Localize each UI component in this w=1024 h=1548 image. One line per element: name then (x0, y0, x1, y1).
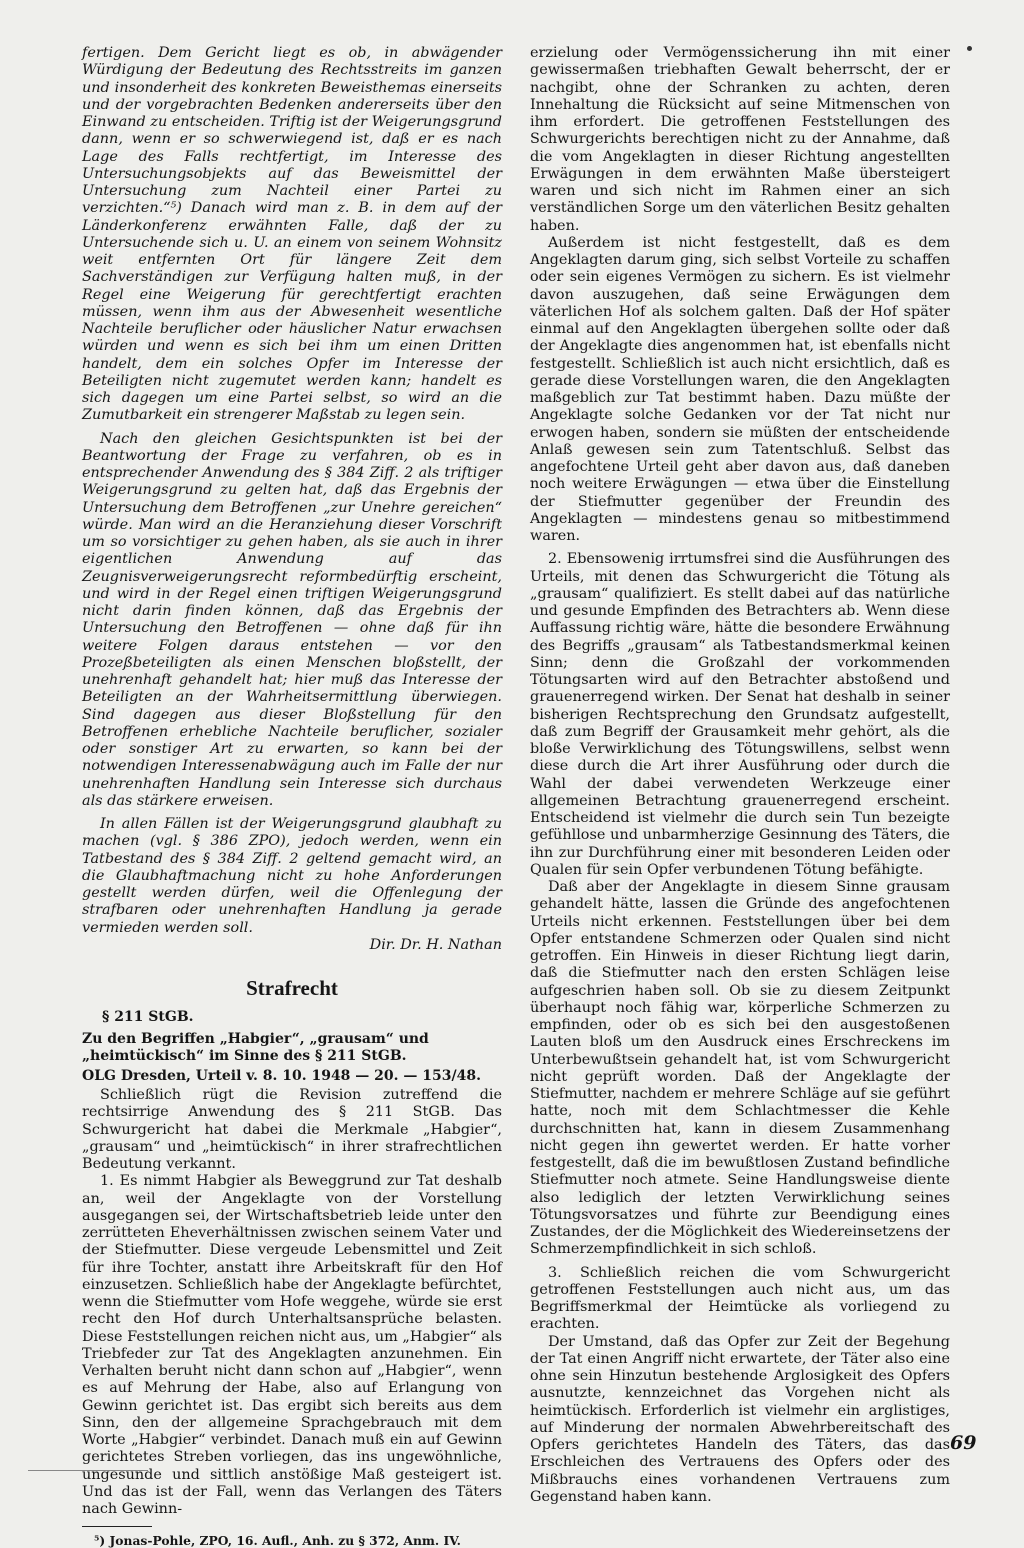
decision-paragraph: Außerdem ist nicht festgestellt, daß es dem Angeklagten darum ging, sich selbst Vorteile zu schaffen oder sein eigenes Vermögen zu sichern. Es ist vielmehr davon auszugehen, daß seine Erwägungen dem väterlichen Hof als solchem galten. Daß der Hof später einmal auf den Angeklagten übergehen sollte oder daß der Angeklagte dies angenommen hat, ist ebenfalls nicht festgestellt. Schließlich ist auch nicht ersichtlich, daß es gerade diese Vorstellungen waren, die den Angeklagten maßgeblich zur Tat bestimmt haben. Dazu müßte der Angeklagte solche Gedanken vor der Tat nicht nur erwogen haben, sondern sie müßten der entscheidende Anlaß gewesen sein zum Tatentschluß. Selbst das angefochtene Urteil geht aber davon aus, daß daneben noch weitere Erwägungen — etwa über die Einstellung der Stiefmutter gegenüber der Freundin des Angeklagten — mindestens genau so mitbestimmend waren. (530, 234, 950, 544)
commentary-paragraph: fertigen. Dem Gericht liegt es ob, in abwägender Würdigung der Bedeutung des Rechtsstreits im ganzen und insonderheit des konkreten Beweisthemas einerseits und der vorgebrachten Bedenken andererseits über den Einwand zu entscheiden. Triftig ist der Weigerungsgrund dann, wenn er so schwerwiegend ist, daß er es nach Lage des Falls rechtfertigt, im Interesse des Untersuchungsobjekts auf das Beweismittel der Untersuchung zum Nachteil einer Partei zu verzichten.“⁵) Danach wird man z. B. in dem auf der Länderkonferenz erwähnten Falle, daß der zu Untersuchende sich u. U. an einem von seinem Wohnsitz weit entfernten Ort für längere Zeit dem Sachverständigen zur Verfügung halten muß, in der Regel eine Weigerung für gerechtfertigt erachten müssen, wenn ihm aus der Abwesenheit wesentliche Nachteile beruflicher oder häuslicher Natur erwachsen würden und wenn es sich bei ihm um einen Dritten handelt, dem ein solches Opfer im Interesse der Beteiligten nicht zugemutet werden kann; handelt es sich dagegen um eine Partei selbst, so wird an die Zumutbarkeit ein strengerer Maßstab zu legen sein. (82, 45, 502, 424)
section-title: Strafrecht (246, 976, 338, 1000)
commentary-paragraph: Nach den gleichen Gesichtspunkten ist bei der Beantwortung der Frage zu verfahren, ob es in entsprechender Anwendung des § 384 Ziff. 2 als triftiger Weigerungsgrund zu gelten hat, daß das Ergebnis der Untersuchung dem Betroffenen „zur Unehre gereichen“ würde. Man wird an die Heranziehung dieser Vorschrift um so vorsichtiger zu gehen haben, als sie auch in ihrer eigentlichen Anwendung auf das Zeugnisverweigerungsrecht reformbedürftig erscheint, und wird in der Regel einen triftigen Weigerungsgrund nicht darin finden können, daß das Ergebnis der Untersuchung den Betroffenen — ohne daß für ihn weitere Folgen daraus entstehen — vor den Prozeßbeteiligten als einen Menschen bloßstellt, der unehrenhaft gehandelt hat; hier muß das Interesse der Beteiligten an der Wahrheitsermittlung überwiegen. Sind dagegen aus dieser Bloßstellung für den Betroffenen erhebliche Nachteile beruflicher, sozialer oder sonstiger Art zu erwarten, so kann bei der notwendigen Interessenabwägung auch im Falle der nur unehrenhaften Handlung sein Interesse sich durchaus als das stärkere erweisen. (82, 430, 502, 809)
decision-paragraph: 3. Schließlich reichen die vom Schwurgericht getroffenen Feststellungen auch nicht aus, um das Begriffsmerkmal der Heimtücke als vorliegend zu erachten. (530, 1264, 950, 1333)
decision-paragraph: 2. Ebensowenig irrtumsfrei sind die Ausführungen des Urteils, mit denen das Schwurgericht die Tötung als „grausam“ qualifiziert. Es stellt dabei auf das natürliche und gesunde Empfinden des Betrachters ab. Wenn diese Auffassung richtig wäre, hätte die besondere Erwähnung des Begriffs „grausam“ als Tatbestandsmerkmal keinen Sinn; denn die Großzahl der vorkommenden Tötungsarten wird auf den Betrachter abstoßend und grauenerregend wirken. Der Senat hat deshalb in seiner bisherigen Rechtsprechung den Grundsatz aufgestellt, daß zum Begriff der Grausamkeit mehr gehört, als die bloße Verwirklichung des Tötungswillens, selbst wenn diese durch die Art ihrer Ausführung oder durch die Wahl der dabei verwendeten Werkzeuge einer allgemeinen Betrachtung grauenerregend erscheint. Entscheidend ist vielmehr die durch sein Tun bezeigte gefühllose und unbarmherzige Gesinnung des Täters, die ihn zur Durchführung einer mit besonderen Leiden oder Qualen für sein Opfer verbundenen Tötung befähigte. (530, 551, 950, 878)
commentary-paragraph: In allen Fällen ist der Weigerungsgrund glaubhaft zu machen (vgl. § 386 ZPO), jedoch werden, wenn ein Tatbestand des § 384 Ziff. 2 geltend gemacht wird, an die Glaubhaftmachung nicht zu hohe Anforderungen gestellt werden dürfen, weil die Offenlegung der strafbaren oder unehrenhaften Handlung ja gerade vermieden werden soll. (82, 816, 502, 936)
page-number: 69 (950, 1432, 977, 1454)
right-column (530, 45, 950, 1506)
left-column (82, 45, 502, 1548)
headnote: Zu den Begriffen „Habgier“, „grausam“ und „heimtückisch“ im Sinne des § 211 StGB. (82, 1030, 429, 1064)
footnote: ⁵) Jonas-Pohle, ZPO, 16. Aufl., Anh. zu § 372, Anm. IV. (94, 1533, 461, 1548)
decision-paragraph: Der Umstand, daß das Opfer zur Zeit der Begehung der Tat einen Angriff nicht erwartete, der Täter also eine ohne sein Hinzutun bestehende Arglosigkeit des Opfers ausnutzte, kennzeichnet das Vorgehen nicht als heimtückisch. Erforderlich ist vielmehr ein arglistiges, auf Minderung der normalen Abwehrbereitschaft des Opfers gerichtetes Handeln des Täters, das das Erschleichen des Vertrauens des Opfers oder des Mißbrauchs eines vorhandenen Vertrauens zum Gegenstand haben kann. (530, 1333, 950, 1505)
footnote-rule (82, 1526, 152, 1527)
decision-paragraph: 1. Es nimmt Habgier als Beweggrund zur Tat deshalb an, weil der Angeklagte von der Vorstellung ausgegangen sei, der Wirtschaftsbetrieb leide unter den zerrütteten Eheverhältnissen zwischen seinem Vater und der Stiefmutter. Diese vergeude Lebensmittel und Zeit für ihre Tochter, anstatt ihre Arbeitskraft für den Hof einzusetzen. Schließlich habe der Angeklagte befürchtet, wenn die Stiefmutter vom Hofe weggehe, würde sie erst recht den Hof durch Unterhaltsansprüche belasten. Diese Feststellungen reichen nicht aus, um „Habgier“ als Triebfeder zur Tat des Angeklagten anzunehmen. Ein Verhalten beruht nicht dann schon auf „Habgier“, wenn es auf Mehrung der Habe, also auf Erlangung von Gewinn gerichtet ist. Das ergibt sich bereits aus dem Sinn, den der allgemeine Sprachgebrauch mit dem Worte „Habgier“ verbindet. Danach muß ein auf Gewinn gerichtetes Streben vorliegen, das ins ungewöhnliche, ungesunde und sittlich anstößige Maß gesteigert ist. Und das ist der Fall, wenn das Verlangen des Täters nach Gewinn- (82, 1173, 502, 1517)
decision-paragraph: Schließlich rügt die Revision zutreffend die rechtsirrige Anwendung des § 211 StGB. Das Schwurgericht hat dabei die Merkmale „Habgier“, „grausam“ und „heimtückisch“ in ihrer strafrechtlichen Bedeutung verkannt. (82, 1087, 502, 1172)
court-decision-line: OLG Dresden, Urteil v. 8. 10. 1948 — 20. — 153/48. (82, 1067, 481, 1084)
author-signature: Dir. Dr. H. Nathan (369, 936, 502, 953)
margin-dot (967, 46, 972, 51)
decision-paragraph: erzielung oder Vermögenssicherung ihn mit einer gewissermaßen triebhaften Gewalt beherrscht, der er nachgibt, ohne der Schranken zu achten, deren Innehaltung die Rücksicht auf seine Mitmenschen von ihm erfordert. Die getroffenen Feststellungen des Schwurgerichts berechtigen nicht zu der Annahme, daß die vom Angeklagten in dieser Richtung angestellten Erwägungen in dem erwähnten Maße übersteigert waren und sich nicht im Rahmen einer an sich verständlichen Sorge um den väterlichen Besitz gehalten haben. (530, 45, 950, 234)
decision-paragraph: Daß aber der Angeklagte in diesem Sinne grausam gehandelt hätte, lassen die Gründe des angefochtenen Urteils nicht erkennen. Feststellungen über bei dem Opfer entstandene Schmerzen oder Qualen sind nicht getroffen. Ein Hinweis in dieser Richtung liegt darin, daß die Stiefmutter nach den ersten Schlägen leise aufgeschrien haben soll. Ob sie zu diesem Zeitpunkt überhaupt noch fähig war, körperliche Schmerzen zu empfinden, oder ob es sich bei den ausgestoßenen Lauten bloß um den Ausdruck eines Erschreckens im Unterbewußtsein gehandelt hat, ist vom Schwurgericht nicht geprüft worden. Daß der Angeklagte der Stiefmutter, nachdem er mehrere Schläge auf sie geführt hatte, noch mit dem Schlachtmesser die Kehle durchschnitten hat, kann in diesem Zusammenhang nicht gegen ihn gewertet werden. Er hatte vorher festgestellt, daß die im bewußtlosen Zustand befindliche Stiefmutter noch atmete. Seine Handlungsweise diente also lediglich der letzten Verwirklichung seines Tötungsvorsatzes und führte zur Beendigung eines Zustandes, der die Möglichkeit des Wiedereinsetzens der Schmerzempfindlichkeit in sich schloß. (530, 879, 950, 1258)
bottom-rule (28, 1470, 148, 1471)
statute-reference: § 211 StGB. (102, 1009, 194, 1025)
